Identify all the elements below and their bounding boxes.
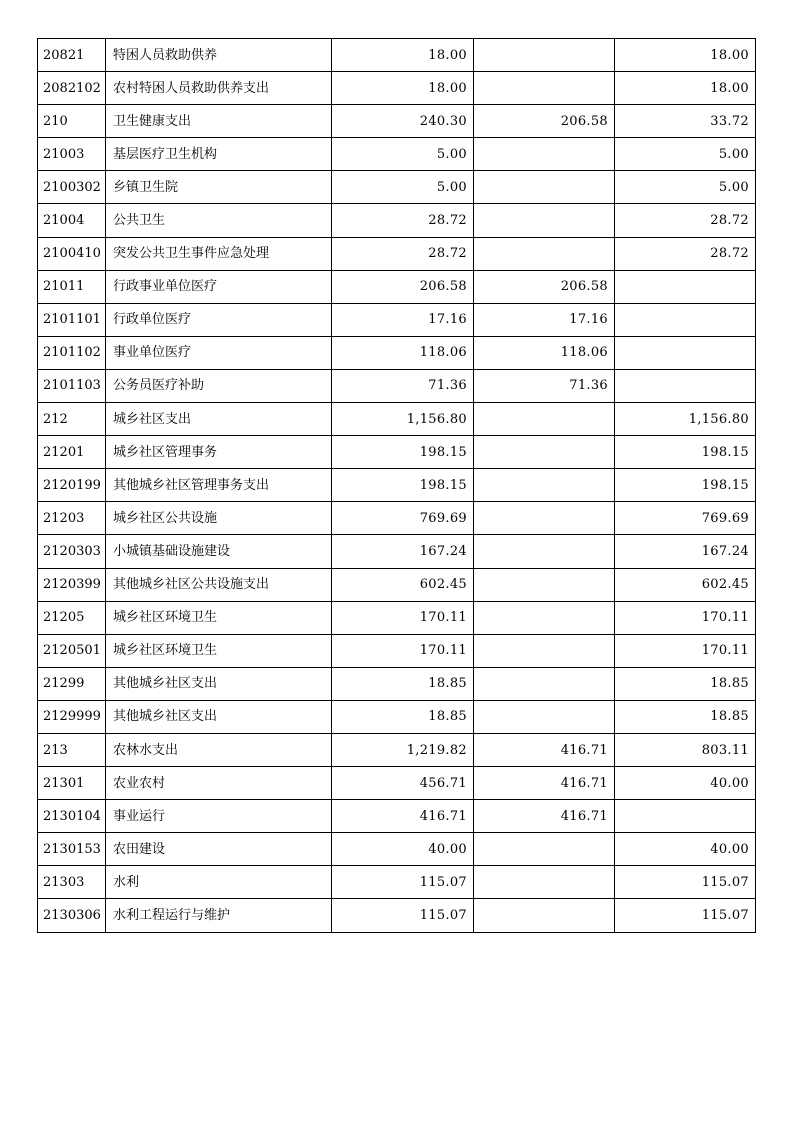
subject-name: 公务员医疗补助 [106, 369, 332, 402]
basic-amount: 206.58 [474, 270, 615, 303]
table-body [38, 39, 756, 933]
table-row [38, 469, 756, 502]
basic-amount [474, 899, 615, 932]
table-row [38, 171, 756, 204]
project-amount: 115.07 [615, 866, 756, 899]
project-amount: 803.11 [615, 733, 756, 766]
subject-code: 21201 [38, 436, 106, 469]
subject-name: 其他城乡社区公共设施支出 [106, 568, 332, 601]
table-row [38, 72, 756, 105]
total-amount: 40.00 [332, 833, 474, 866]
basic-amount: 416.71 [474, 733, 615, 766]
subject-name: 公共卫生 [106, 204, 332, 237]
total-amount: 18.00 [332, 39, 474, 72]
subject-name: 乡镇卫生院 [106, 171, 332, 204]
total-amount: 198.15 [332, 436, 474, 469]
basic-amount [474, 667, 615, 700]
subject-code: 2130306 [38, 899, 106, 932]
subject-name: 农村特困人员救助供养支出 [106, 72, 332, 105]
subject-name: 其他城乡社区支出 [106, 700, 332, 733]
total-amount: 602.45 [332, 568, 474, 601]
subject-name: 事业运行 [106, 800, 332, 833]
table-row [38, 105, 756, 138]
basic-amount: 118.06 [474, 336, 615, 369]
table-row [38, 601, 756, 634]
total-amount: 17.16 [332, 303, 474, 336]
project-amount: 5.00 [615, 138, 756, 171]
basic-amount [474, 502, 615, 535]
basic-amount [474, 72, 615, 105]
project-amount: 28.72 [615, 237, 756, 270]
subject-name: 城乡社区环境卫生 [106, 634, 332, 667]
table-row [38, 502, 756, 535]
subject-code: 20821 [38, 39, 106, 72]
basic-amount [474, 833, 615, 866]
subject-name: 行政事业单位医疗 [106, 270, 332, 303]
total-amount: 28.72 [332, 204, 474, 237]
subject-code: 2120399 [38, 568, 106, 601]
basic-amount: 71.36 [474, 369, 615, 402]
project-amount: 40.00 [615, 767, 756, 800]
project-amount: 18.00 [615, 39, 756, 72]
basic-amount: 17.16 [474, 303, 615, 336]
subject-code: 21003 [38, 138, 106, 171]
total-amount: 115.07 [332, 899, 474, 932]
table-row [38, 767, 756, 800]
total-amount: 18.85 [332, 700, 474, 733]
project-amount: 1,156.80 [615, 403, 756, 436]
subject-name: 农林水支出 [106, 733, 332, 766]
project-amount [615, 336, 756, 369]
project-amount: 602.45 [615, 568, 756, 601]
total-amount: 167.24 [332, 535, 474, 568]
subject-code: 2130104 [38, 800, 106, 833]
subject-name: 其他城乡社区管理事务支出 [106, 469, 332, 502]
project-amount: 18.85 [615, 700, 756, 733]
subject-name: 城乡社区支出 [106, 403, 332, 436]
subject-code: 21299 [38, 667, 106, 700]
project-amount: 33.72 [615, 105, 756, 138]
project-amount: 18.00 [615, 72, 756, 105]
basic-amount [474, 866, 615, 899]
subject-name: 农业农村 [106, 767, 332, 800]
basic-amount [474, 601, 615, 634]
subject-code: 21203 [38, 502, 106, 535]
basic-amount [474, 171, 615, 204]
table-row [38, 535, 756, 568]
project-amount: 5.00 [615, 171, 756, 204]
subject-code: 2101102 [38, 336, 106, 369]
basic-amount [474, 436, 615, 469]
project-amount: 769.69 [615, 502, 756, 535]
subject-name: 城乡社区公共设施 [106, 502, 332, 535]
table-row [38, 336, 756, 369]
table-row [38, 833, 756, 866]
table-row [38, 138, 756, 171]
total-amount: 206.58 [332, 270, 474, 303]
subject-code: 21004 [38, 204, 106, 237]
subject-code: 213 [38, 733, 106, 766]
subject-code: 21301 [38, 767, 106, 800]
subject-code: 2101103 [38, 369, 106, 402]
table-row [38, 303, 756, 336]
table-row [38, 270, 756, 303]
total-amount: 18.85 [332, 667, 474, 700]
subject-code: 2130153 [38, 833, 106, 866]
project-amount: 115.07 [615, 899, 756, 932]
project-amount: 198.15 [615, 469, 756, 502]
table-row [38, 369, 756, 402]
basic-amount [474, 700, 615, 733]
subject-code: 2120303 [38, 535, 106, 568]
total-amount: 416.71 [332, 800, 474, 833]
project-amount: 198.15 [615, 436, 756, 469]
total-amount: 769.69 [332, 502, 474, 535]
subject-name: 农田建设 [106, 833, 332, 866]
project-amount [615, 270, 756, 303]
subject-name: 突发公共卫生事件应急处理 [106, 237, 332, 270]
basic-amount [474, 204, 615, 237]
table-row [38, 899, 756, 932]
basic-amount [474, 634, 615, 667]
subject-code: 2100410 [38, 237, 106, 270]
basic-amount [474, 138, 615, 171]
subject-name: 特困人员救助供养 [106, 39, 332, 72]
subject-code: 2082102 [38, 72, 106, 105]
basic-amount: 416.71 [474, 767, 615, 800]
basic-amount [474, 403, 615, 436]
table-row [38, 700, 756, 733]
subject-code: 2120199 [38, 469, 106, 502]
project-amount: 170.11 [615, 634, 756, 667]
project-amount [615, 369, 756, 402]
subject-name: 小城镇基础设施建设 [106, 535, 332, 568]
subject-name: 水利工程运行与维护 [106, 899, 332, 932]
basic-amount [474, 568, 615, 601]
total-amount: 71.36 [332, 369, 474, 402]
project-amount: 40.00 [615, 833, 756, 866]
subject-code: 2100302 [38, 171, 106, 204]
total-amount: 28.72 [332, 237, 474, 270]
table-row [38, 667, 756, 700]
total-amount: 118.06 [332, 336, 474, 369]
basic-amount [474, 535, 615, 568]
subject-code: 21303 [38, 866, 106, 899]
table-row [38, 568, 756, 601]
subject-name: 卫生健康支出 [106, 105, 332, 138]
subject-name: 行政单位医疗 [106, 303, 332, 336]
basic-amount [474, 237, 615, 270]
total-amount: 240.30 [332, 105, 474, 138]
project-amount [615, 303, 756, 336]
project-amount: 28.72 [615, 204, 756, 237]
subject-name: 城乡社区管理事务 [106, 436, 332, 469]
project-amount: 18.85 [615, 667, 756, 700]
total-amount: 1,219.82 [332, 733, 474, 766]
basic-amount: 206.58 [474, 105, 615, 138]
total-amount: 5.00 [332, 138, 474, 171]
total-amount: 456.71 [332, 767, 474, 800]
subject-name: 城乡社区环境卫生 [106, 601, 332, 634]
expenditure-table [37, 38, 756, 933]
table-row [38, 204, 756, 237]
total-amount: 170.11 [332, 601, 474, 634]
subject-code: 21205 [38, 601, 106, 634]
total-amount: 5.00 [332, 171, 474, 204]
subject-code: 2129999 [38, 700, 106, 733]
table-row [38, 237, 756, 270]
project-amount [615, 800, 756, 833]
subject-name: 事业单位医疗 [106, 336, 332, 369]
table-row [38, 800, 756, 833]
subject-name: 水利 [106, 866, 332, 899]
subject-code: 21011 [38, 270, 106, 303]
basic-amount [474, 39, 615, 72]
table-row [38, 403, 756, 436]
total-amount: 198.15 [332, 469, 474, 502]
total-amount: 170.11 [332, 634, 474, 667]
basic-amount: 416.71 [474, 800, 615, 833]
basic-amount [474, 469, 615, 502]
table-row [38, 733, 756, 766]
table-row [38, 436, 756, 469]
table-row [38, 39, 756, 72]
table-row [38, 634, 756, 667]
project-amount: 167.24 [615, 535, 756, 568]
subject-code: 2101101 [38, 303, 106, 336]
subject-name: 其他城乡社区支出 [106, 667, 332, 700]
subject-code: 2120501 [38, 634, 106, 667]
subject-code: 210 [38, 105, 106, 138]
total-amount: 115.07 [332, 866, 474, 899]
project-amount: 170.11 [615, 601, 756, 634]
total-amount: 18.00 [332, 72, 474, 105]
table-row [38, 866, 756, 899]
total-amount: 1,156.80 [332, 403, 474, 436]
subject-code: 212 [38, 403, 106, 436]
subject-name: 基层医疗卫生机构 [106, 138, 332, 171]
